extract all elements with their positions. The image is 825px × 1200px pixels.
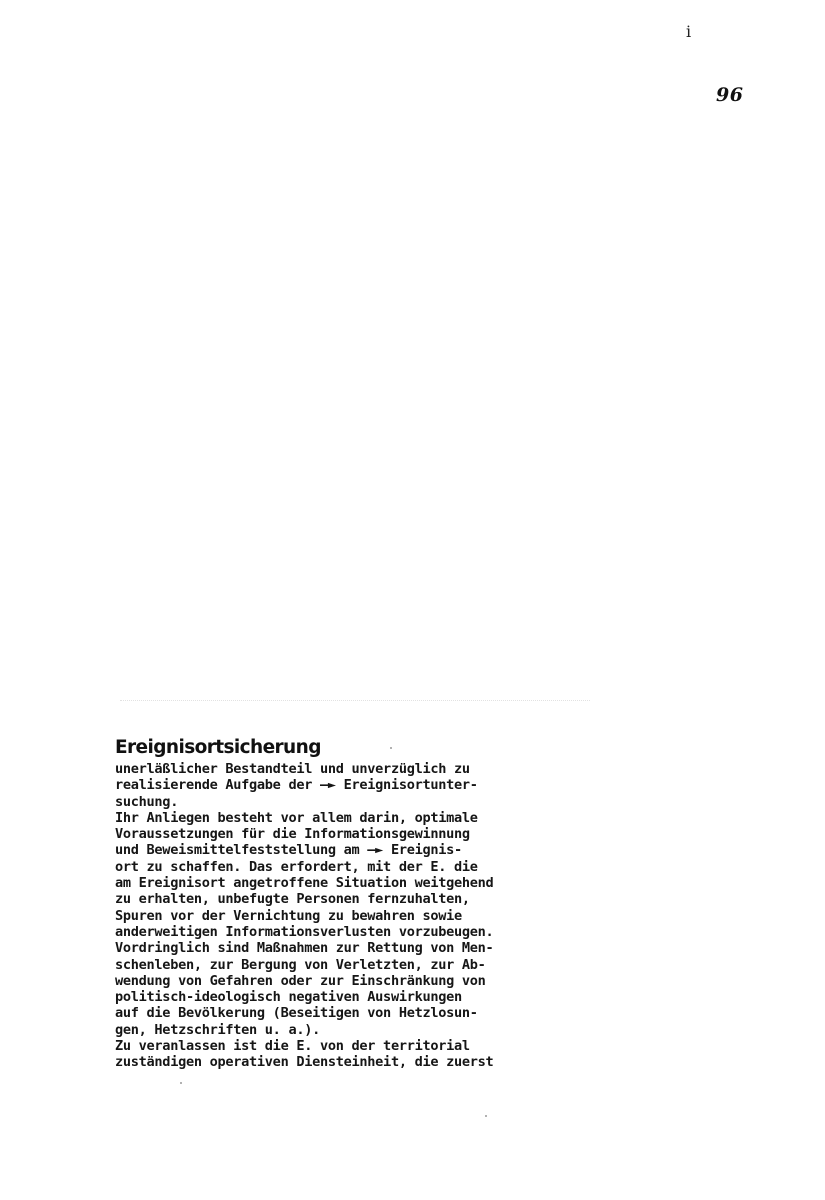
entry-line: Zu veranlassen ist die E. von der territorial (115, 1038, 470, 1055)
entry-line: Spuren vor der Vernichtung zu bewahren sowie (115, 907, 462, 924)
entry-line: Voraussetzungen für die Informationsgewinnung (115, 826, 470, 843)
entry-body (115, 761, 595, 1071)
entry-line: politisch-ideologisch negativen Auswirkungen (115, 989, 462, 1006)
entry-line: suchung. (115, 793, 179, 810)
corner-mark: i (686, 22, 692, 41)
scan-speck (485, 1115, 487, 1117)
entry-line: ort zu schaffen. Das erfordert, mit der E. die (115, 858, 478, 875)
scan-artifact (120, 700, 590, 702)
entry-line: schenleben, zur Bergung von Verletzten, zur Ab- (115, 956, 486, 973)
entry-line: unerläßlicher Bestandteil und unverzüglich zu (115, 761, 470, 777)
entry-line: Ihr Anliegen besteht vor allem darin, optimale (115, 809, 478, 826)
entry-line: anderweitigen Informationsverlusten vorzubeugen. (115, 923, 494, 940)
entry-title: Ereignisortsicherung (115, 737, 321, 758)
entry-line: zuständigen operativen Diensteinheit, die zuerst (115, 1054, 494, 1071)
entry-line: realisierende Aufgabe der —► Ereignisortunter- (115, 777, 478, 794)
dictionary-entry (115, 736, 595, 1071)
entry-line: wendung von Gefahren oder zur Einschränkung von (115, 972, 486, 989)
entry-line: am Ereignisort angetroffene Situation weitgehend (115, 875, 494, 892)
scan-speck (180, 1082, 182, 1084)
entry-line: und Beweismittelfeststellung am —► Ereignis- (115, 842, 462, 859)
entry-line: auf die Bevölkerung (Beseitigen von Hetzlosun- (115, 1005, 478, 1022)
entry-line: Vordringlich sind Maßnahmen zur Rettung von Men- (115, 940, 494, 957)
entry-line: gen, Hetzschriften u. a.). (115, 1021, 320, 1038)
entry-line: zu erhalten, unbefugte Personen fernzuhalten, (115, 891, 470, 908)
page-number: 96 (716, 84, 744, 106)
